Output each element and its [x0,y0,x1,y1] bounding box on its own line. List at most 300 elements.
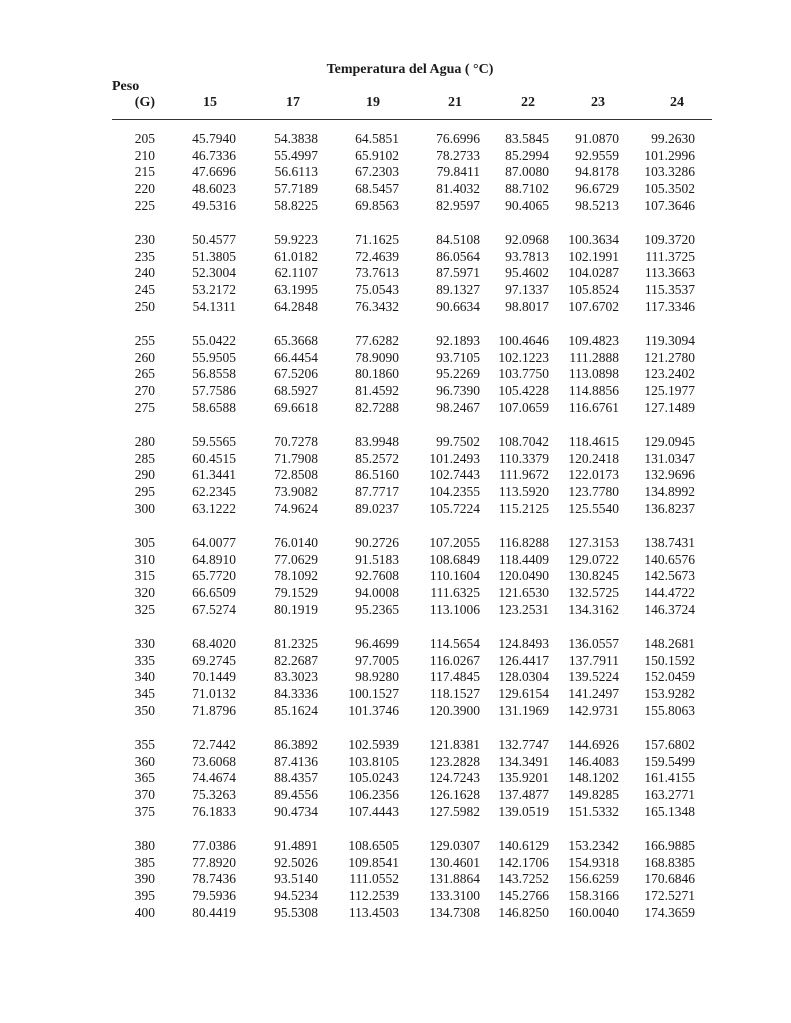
table-row [0,636,791,653]
value-cell: 79.1529 [274,585,318,601]
value-cell: 120.2418 [568,450,619,466]
value-cell: 83.9948 [355,434,399,449]
value-cell: 85.2572 [355,450,399,466]
column-header: 19 [366,95,380,110]
value-cell: 125.1977 [644,383,695,399]
value-cell: 99.2630 [651,131,695,146]
value-cell: 113.5920 [498,484,549,500]
value-cell: 102.5939 [348,737,399,752]
value-cell: 131.1969 [498,702,549,718]
row-group [0,131,791,232]
weight-cell: 210 [134,147,155,163]
table-row [0,838,791,855]
value-cell: 148.2681 [644,636,695,651]
weight-cell: 280 [134,434,155,449]
value-cell: 98.9280 [355,669,399,685]
value-cell: 121.8381 [429,737,480,752]
value-cell: 142.1706 [498,854,549,870]
value-cell: 134.3491 [498,753,549,769]
value-cell: 48.6023 [192,181,236,197]
value-cell: 69.8563 [355,197,399,213]
value-cell: 90.6634 [436,298,480,314]
value-cell: 77.0386 [192,838,236,853]
table-row [0,400,791,417]
value-cell: 82.9597 [436,197,480,213]
value-cell: 69.2745 [192,652,236,668]
value-cell: 136.0557 [568,636,619,651]
value-cell: 129.0945 [644,434,695,449]
table-row [0,787,791,804]
table-row [0,585,791,602]
value-cell: 119.3094 [644,333,695,348]
value-cell: 92.5026 [274,854,318,870]
table-row [0,299,791,316]
table-row [0,249,791,266]
value-cell: 55.9505 [192,349,236,365]
value-cell: 96.6729 [575,181,619,197]
value-cell: 106.2356 [348,787,399,803]
row-group [0,434,791,535]
value-cell: 128.0304 [498,669,549,685]
value-cell: 168.8385 [644,854,695,870]
value-cell: 116.8288 [498,535,549,550]
weight-cell: 300 [134,500,155,516]
value-cell: 91.0870 [575,131,619,146]
value-cell: 101.3746 [348,702,399,718]
weight-cell: 330 [134,636,155,651]
value-cell: 86.3892 [274,737,318,752]
value-cell: 95.4602 [505,265,549,281]
value-cell: 146.4083 [568,753,619,769]
value-cell: 81.2325 [274,636,318,651]
value-cell: 70.1449 [192,669,236,685]
value-cell: 120.3900 [429,702,480,718]
value-cell: 142.5673 [644,568,695,584]
value-cell: 107.0659 [498,399,549,415]
value-cell: 143.7252 [498,871,549,887]
value-cell: 134.3162 [568,601,619,617]
value-cell: 81.4592 [355,383,399,399]
value-cell: 107.2055 [429,535,480,550]
value-cell: 64.5851 [355,131,399,146]
weight-cell: 335 [134,652,155,668]
value-cell: 123.2531 [498,601,549,617]
table-row [0,350,791,367]
data-table [0,131,791,939]
value-cell: 84.3336 [274,686,318,702]
value-cell: 170.6846 [644,871,695,887]
value-cell: 114.8856 [568,383,619,399]
table-row [0,535,791,552]
value-cell: 73.9082 [274,484,318,500]
value-cell: 110.3379 [498,450,549,466]
column-header: 22 [521,95,535,110]
value-cell: 131.8864 [429,871,480,887]
value-cell: 105.7224 [429,500,480,516]
table-row [0,131,791,148]
value-cell: 94.5234 [274,888,318,904]
value-cell: 86.0564 [436,248,480,264]
value-cell: 93.7813 [505,248,549,264]
value-cell: 82.7288 [355,399,399,415]
table-row [0,871,791,888]
value-cell: 75.3263 [192,787,236,803]
value-cell: 92.1893 [436,333,480,348]
value-cell: 141.2497 [568,686,619,702]
value-cell: 70.7278 [274,434,318,449]
value-cell: 81.4032 [436,181,480,197]
table-row [0,888,791,905]
value-cell: 76.1833 [192,803,236,819]
value-cell: 140.6576 [644,551,695,567]
value-cell: 91.5183 [355,551,399,567]
value-cell: 102.1991 [568,248,619,264]
value-cell: 71.7908 [274,450,318,466]
value-cell: 152.0459 [644,669,695,685]
value-cell: 84.5108 [436,232,480,247]
value-cell: 127.5982 [429,803,480,819]
weight-cell: 350 [134,702,155,718]
row-header-label: Peso [112,79,140,94]
value-cell: 93.5140 [274,871,318,887]
value-cell: 73.6068 [192,753,236,769]
value-cell: 56.6113 [274,164,318,180]
value-cell: 61.3441 [192,467,236,483]
value-cell: 88.7102 [505,181,549,197]
table-row [0,568,791,585]
value-cell: 104.2355 [429,484,480,500]
value-cell: 150.1592 [644,652,695,668]
value-cell: 123.2828 [429,753,480,769]
value-cell: 73.7613 [355,265,399,281]
value-cell: 74.9624 [274,500,318,516]
value-cell: 139.5224 [568,669,619,685]
value-cell: 61.0182 [274,248,318,264]
value-cell: 95.2365 [355,601,399,617]
table-row [0,164,791,181]
weight-cell: 265 [134,366,155,382]
value-cell: 103.7750 [498,366,549,382]
weight-cell: 270 [134,383,155,399]
value-cell: 87.4136 [274,753,318,769]
value-cell: 160.0040 [568,904,619,920]
value-cell: 130.4601 [429,854,480,870]
row-group [0,838,791,939]
row-header-unit: (G) [134,95,155,110]
column-header: 17 [286,95,300,110]
table-row [0,451,791,468]
value-cell: 93.7105 [436,349,480,365]
value-cell: 77.6282 [355,333,399,348]
value-cell: 124.8493 [498,636,549,651]
weight-cell: 225 [134,197,155,213]
value-cell: 118.4409 [498,551,549,567]
value-cell: 172.5271 [644,888,695,904]
table-row [0,434,791,451]
value-cell: 111.6325 [430,585,480,601]
value-cell: 90.2726 [355,535,399,550]
value-cell: 80.1860 [355,366,399,382]
value-cell: 124.7243 [429,770,480,786]
value-cell: 60.4515 [192,450,236,466]
table-row [0,770,791,787]
weight-cell: 215 [134,164,155,180]
value-cell: 64.0077 [192,535,236,550]
value-cell: 67.2303 [355,164,399,180]
weight-cell: 240 [134,265,155,281]
value-cell: 53.2172 [192,282,236,298]
value-cell: 72.4639 [355,248,399,264]
value-cell: 89.4556 [274,787,318,803]
value-cell: 59.5565 [192,434,236,449]
table-row [0,703,791,720]
weight-cell: 390 [134,871,155,887]
table-row [0,737,791,754]
row-group [0,636,791,737]
value-cell: 57.7189 [274,181,318,197]
value-cell: 113.3663 [644,265,695,281]
value-cell: 58.8225 [274,197,318,213]
value-cell: 102.1223 [498,349,549,365]
value-cell: 126.1628 [429,787,480,803]
weight-cell: 245 [134,282,155,298]
value-cell: 78.9090 [355,349,399,365]
value-cell: 78.7436 [192,871,236,887]
table-row [0,383,791,400]
value-cell: 137.4877 [498,787,549,803]
value-cell: 90.4065 [505,197,549,213]
value-cell: 116.6761 [568,399,619,415]
row-group [0,535,791,636]
value-cell: 85.1624 [274,702,318,718]
weight-cell: 385 [134,854,155,870]
value-cell: 76.3432 [355,298,399,314]
table-row [0,484,791,501]
value-cell: 100.4646 [498,333,549,348]
value-cell: 89.0237 [355,500,399,516]
row-group [0,232,791,333]
value-cell: 123.2402 [644,366,695,382]
value-cell: 111.2888 [569,349,619,365]
weight-cell: 325 [134,601,155,617]
value-cell: 105.8524 [568,282,619,298]
value-cell: 102.7443 [429,467,480,483]
value-cell: 137.7911 [568,652,619,668]
weight-cell: 275 [134,399,155,415]
value-cell: 92.9559 [575,147,619,163]
table-row [0,333,791,350]
value-cell: 97.7005 [355,652,399,668]
value-cell: 153.2342 [568,838,619,853]
value-cell: 108.6505 [348,838,399,853]
value-cell: 130.8245 [568,568,619,584]
weight-cell: 380 [134,838,155,853]
value-cell: 85.2994 [505,147,549,163]
value-cell: 55.0422 [192,333,236,348]
value-cell: 88.4357 [274,770,318,786]
value-cell: 155.8063 [644,702,695,718]
value-cell: 98.5213 [575,197,619,213]
value-cell: 98.8017 [505,298,549,314]
weight-cell: 375 [134,803,155,819]
value-cell: 82.2687 [274,652,318,668]
value-cell: 132.7747 [498,737,549,752]
value-cell: 78.1092 [274,568,318,584]
value-cell: 112.2539 [348,888,399,904]
value-cell: 158.3166 [568,888,619,904]
value-cell: 109.8541 [348,854,399,870]
weight-cell: 365 [134,770,155,786]
value-cell: 121.2780 [644,349,695,365]
column-header: 15 [203,95,217,110]
value-cell: 117.3346 [644,298,695,314]
value-cell: 109.4823 [568,333,619,348]
value-cell: 123.7780 [568,484,619,500]
value-cell: 105.0243 [348,770,399,786]
value-cell: 103.3286 [644,164,695,180]
value-cell: 63.1995 [274,282,318,298]
value-cell: 156.6259 [568,871,619,887]
value-cell: 109.3720 [644,232,695,247]
value-cell: 83.3023 [274,669,318,685]
weight-cell: 260 [134,349,155,365]
value-cell: 108.6849 [429,551,480,567]
value-cell: 127.1489 [644,399,695,415]
value-cell: 72.7442 [192,737,236,752]
value-cell: 83.5845 [505,131,549,146]
value-cell: 95.2269 [436,366,480,382]
table-row [0,905,791,922]
weight-cell: 400 [134,904,155,920]
value-cell: 104.0287 [568,265,619,281]
value-cell: 47.6696 [192,164,236,180]
value-cell: 87.7717 [355,484,399,500]
weight-cell: 370 [134,787,155,803]
value-cell: 87.5971 [436,265,480,281]
value-cell: 129.6154 [498,686,549,702]
value-cell: 140.6129 [498,838,549,853]
value-cell: 68.4020 [192,636,236,651]
value-cell: 134.7308 [429,904,480,920]
value-cell: 89.1327 [436,282,480,298]
value-cell: 120.0490 [498,568,549,584]
value-cell: 69.6618 [274,399,318,415]
value-cell: 117.4845 [429,669,480,685]
value-cell: 67.5206 [274,366,318,382]
value-cell: 116.0267 [429,652,480,668]
table-row [0,552,791,569]
value-cell: 115.2125 [498,500,549,516]
value-cell: 132.5725 [568,585,619,601]
value-cell: 99.7502 [436,434,480,449]
value-cell: 51.3805 [192,248,236,264]
value-cell: 76.0140 [274,535,318,550]
weight-cell: 305 [134,535,155,550]
weight-cell: 235 [134,248,155,264]
weight-cell: 220 [134,181,155,197]
value-cell: 65.9102 [355,147,399,163]
value-cell: 71.0132 [192,686,236,702]
value-cell: 113.1006 [429,601,480,617]
table-row [0,181,791,198]
value-cell: 107.3646 [644,197,695,213]
value-cell: 77.0629 [274,551,318,567]
value-cell: 166.9885 [644,838,695,853]
value-cell: 134.8992 [644,484,695,500]
value-cell: 66.4454 [274,349,318,365]
table-row [0,232,791,249]
value-cell: 133.3100 [429,888,480,904]
value-cell: 79.8411 [436,164,480,180]
weight-cell: 295 [134,484,155,500]
value-cell: 146.8250 [498,904,549,920]
table-row [0,804,791,821]
value-cell: 52.3004 [192,265,236,281]
value-cell: 122.0173 [568,467,619,483]
value-cell: 105.3502 [644,181,695,197]
column-header: 24 [670,95,684,110]
value-cell: 107.4443 [348,803,399,819]
value-cell: 64.8910 [192,551,236,567]
weight-cell: 345 [134,686,155,702]
value-cell: 74.4674 [192,770,236,786]
value-cell: 139.0519 [498,803,549,819]
table-title: Temperatura del Agua ( °C) [326,62,494,77]
header-divider [112,119,712,120]
value-cell: 91.4891 [274,838,318,853]
row-group [0,333,791,434]
value-cell: 49.5316 [192,197,236,213]
column-header: 21 [448,95,462,110]
value-cell: 94.8178 [575,164,619,180]
value-cell: 144.4722 [644,585,695,601]
value-cell: 56.8558 [192,366,236,382]
table-row [0,265,791,282]
value-cell: 154.9318 [568,854,619,870]
value-cell: 144.6926 [568,737,619,752]
value-cell: 129.0307 [429,838,480,853]
weight-cell: 255 [134,333,155,348]
table-row [0,653,791,670]
table-row [0,669,791,686]
weight-cell: 205 [134,131,155,146]
value-cell: 127.3153 [568,535,619,550]
value-cell: 57.7586 [192,383,236,399]
weight-cell: 230 [134,232,155,247]
value-cell: 145.2766 [498,888,549,904]
value-cell: 159.5499 [644,753,695,769]
value-cell: 101.2493 [429,450,480,466]
value-cell: 108.7042 [498,434,549,449]
value-cell: 87.0080 [505,164,549,180]
value-cell: 149.8285 [568,787,619,803]
value-cell: 118.1527 [429,686,480,702]
value-cell: 95.5308 [274,904,318,920]
value-cell: 97.1337 [505,282,549,298]
value-cell: 65.7720 [192,568,236,584]
value-cell: 90.4734 [274,803,318,819]
value-cell: 163.2771 [644,787,695,803]
value-cell: 165.1348 [644,803,695,819]
value-cell: 110.1604 [429,568,480,584]
value-cell: 96.7390 [436,383,480,399]
value-cell: 121.6530 [498,585,549,601]
value-cell: 65.3668 [274,333,318,348]
value-cell: 174.3659 [644,904,695,920]
value-cell: 71.8796 [192,702,236,718]
value-cell: 113.0898 [568,366,619,382]
value-cell: 148.1202 [568,770,619,786]
